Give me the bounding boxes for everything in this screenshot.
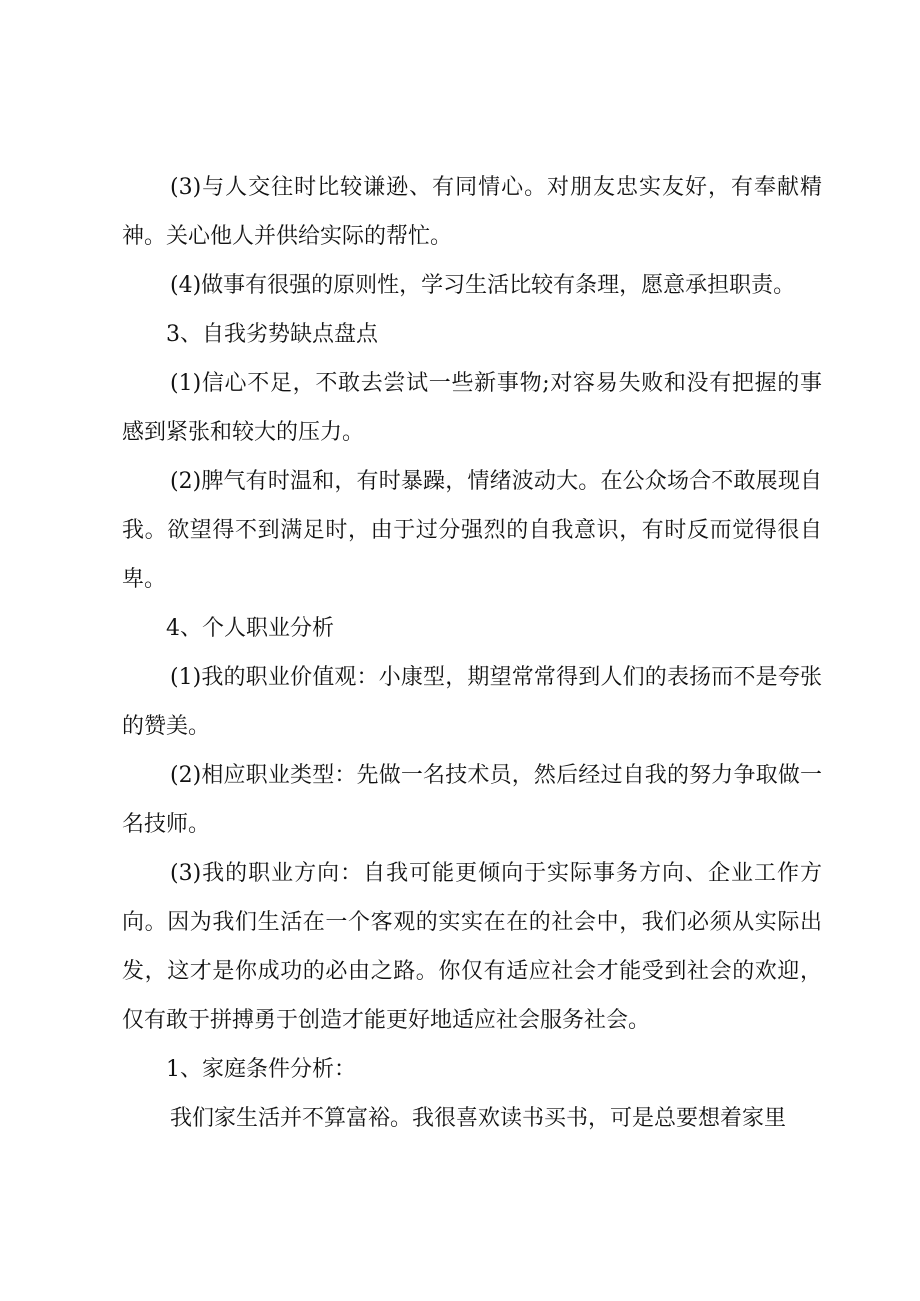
paragraph-temper: (2)脾气有时温和，有时暴躁，情绪波动大。在公众场合不敢展现自我。欲望得不到满足时，由于过分强烈的自我意识，有时反而觉得很自卑。 [122,469,822,592]
section-heading-family: 1、家庭条件分析： [166,1057,356,1082]
document-body [122,163,822,1143]
paragraph-principle: (4)做事有很强的原则性，学习生活比较有条理，愿意承担职责。 [170,273,796,298]
paragraph-career-values: (1)我的职业价值观：小康型，期望常常得到人们的表扬而不是夸张的赞美。 [122,665,822,739]
paragraph-career-type: (2)相应职业类型：先做一名技术员，然后经过自我的努力争取做一名技师。 [122,763,822,837]
paragraph-interpersonal: (3)与人交往时比较谦逊、有同情心。对朋友忠实友好，有奉献精神。关心他人并供给实际的帮忙。 [122,175,822,249]
paragraph-confidence: (1)信心不足，不敢去尝试一些新事物;对容易失败和没有把握的事感到紧张和较大的压力。 [122,371,822,445]
paragraph-career-direction: (3)我的职业方向：自我可能更倾向于实际事务方向、企业工作方向。因为我们生活在一个客观的实实在在的社会中，我们必须从实际出发，这才是你成功的必由之路。你仅有适应社会才能受到社会的欢迎，仅有敢于拼搏勇于创造才能更好地适应社会服务社会。 [122,861,822,1033]
section-heading-weakness: 3、自我劣势缺点盘点 [166,322,378,347]
paragraph-family-condition: 我们家生活并不算富裕。我很喜欢读书买书，可是总要想着家里 [170,1106,787,1131]
section-heading-career-analysis: 4、个人职业分析 [166,616,334,641]
